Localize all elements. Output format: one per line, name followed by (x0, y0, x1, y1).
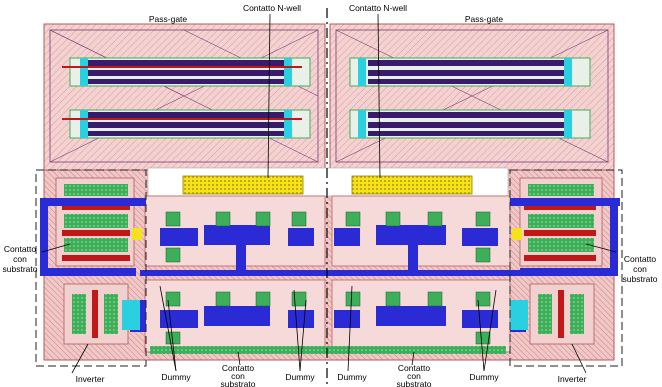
label-dummy-2: Dummy (285, 372, 315, 382)
pass-gate-region-right (330, 24, 614, 171)
left-substrate-block (56, 178, 142, 266)
label-contatto-substrato-bottom-left-2: con (231, 371, 245, 381)
label-contatto-substrato-right-1: Contatto (623, 254, 657, 264)
label-contatto-substrato-left-2: con (13, 254, 27, 264)
nwell-contact-left (183, 176, 303, 194)
label-contatto-substrato-left-3: substrato (2, 264, 38, 274)
label-contatto-nwell-right: Contatto N-well (348, 3, 408, 13)
label-contatto-substrato-bottom-right-3: substrato (396, 379, 432, 387)
pass-gate-region-left (44, 24, 325, 171)
label-contatto-nwell-left: Contatto N-well (242, 3, 302, 13)
label-contatto-substrato-bottom-left-3: substrato (220, 379, 256, 387)
label-dummy-1: Dummy (161, 372, 191, 382)
label-contatto-substrato-bottom-right-1: Contatto (397, 363, 431, 373)
label-contatto-substrato-right-3: substrato (622, 274, 658, 284)
label-pass-gate-left: Pass-gate (148, 14, 188, 24)
label-inverter-right: Inverter (557, 374, 587, 384)
substrate-contact-strip-bottom (150, 346, 506, 354)
label-dummy-4: Dummy (469, 372, 499, 382)
nwell-contact-right (352, 176, 472, 194)
label-pass-gate-right: Pass-gate (464, 14, 504, 24)
label-contatto-substrato-bottom-left-1: Contatto (221, 363, 255, 373)
label-contatto-substrato-bottom-right-2: con (407, 371, 421, 381)
right-substrate-block (512, 178, 602, 266)
label-contatto-substrato-left-1: Contatto (3, 244, 37, 254)
label-inverter-left: Inverter (75, 374, 105, 384)
label-dummy-3: Dummy (337, 372, 367, 382)
label-contatto-substrato-right-2: con (633, 264, 647, 274)
